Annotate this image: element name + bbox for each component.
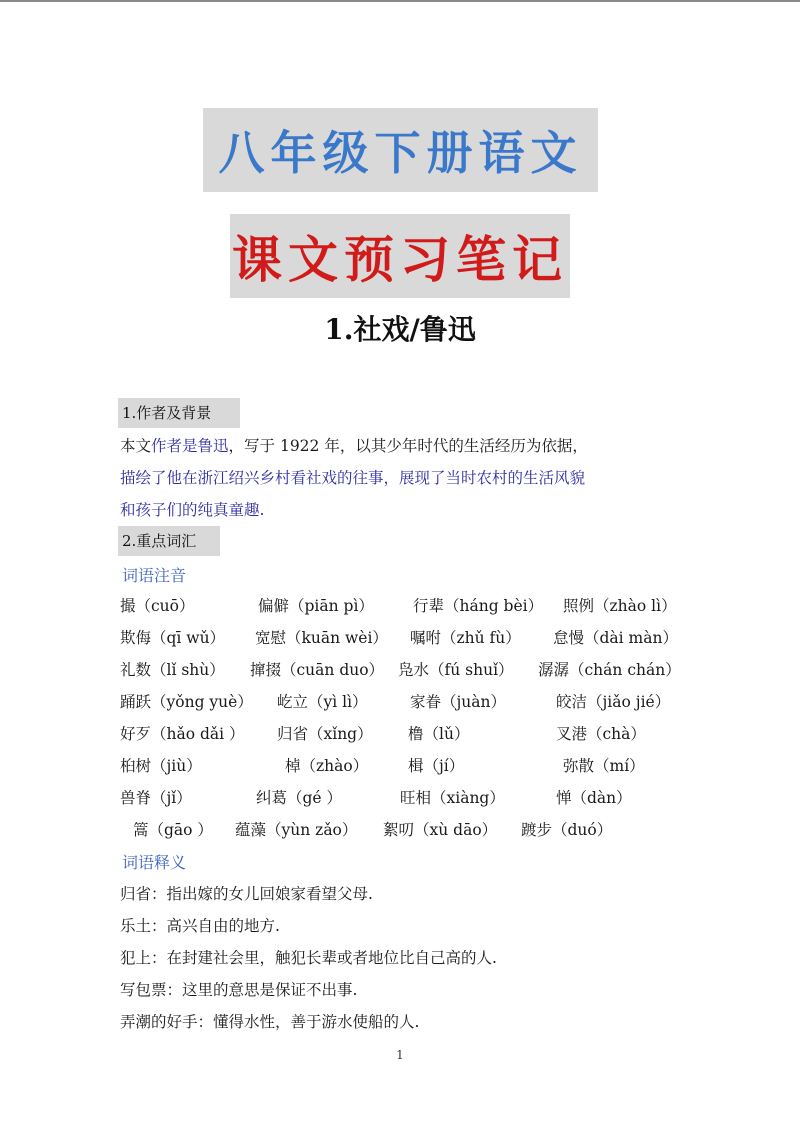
author-line-1 [120, 434, 588, 456]
definition-item: 乐土：高兴自由的地方. [120, 917, 280, 935]
vocab-item: 篙（gāo ） [133, 821, 213, 839]
section-heading-vocab: 2.重点词汇 [118, 526, 220, 556]
vocab-item: 屹立（yì lì） [277, 693, 368, 711]
vocab-item: 照例（zhào lì） [563, 597, 677, 615]
vocab-item: 礼数（lǐ shù） [120, 661, 225, 679]
vocab-item: 踱步（duó） [521, 821, 613, 839]
vocab-row [0, 594, 800, 618]
sub-title: 课文预习笔记 [230, 214, 570, 298]
vocab-item: 棹（zhào） [285, 757, 369, 775]
page-number: 1 [396, 1048, 404, 1062]
vocab-item: 凫水（fú shuǐ） [398, 661, 514, 679]
definition-item: 犯上：在封建社会里，触犯长辈或者地位比自己高的人. [120, 949, 497, 967]
definition-item: 写包票：这里的意思是保证不出事. [120, 981, 358, 999]
definition-item: 归省：指出嫁的女儿回娘家看望父母. [120, 885, 373, 903]
vocab-item: 归省（xǐng） [277, 725, 373, 743]
meaning-subheading: 词语释义 [122, 853, 187, 872]
vocab-item: 桕树（jiù） [120, 757, 202, 775]
vocab-item: 怠慢（dài màn） [553, 629, 678, 647]
vocab-item: 皎洁（jiǎo jié） [556, 693, 671, 711]
author-line-1-c: ，写于 1922 年，以其少年时代的生活经历为依据， [228, 437, 588, 455]
vocab-item: 潺潺（chán chán） [538, 661, 681, 679]
author-line-1-a: 本文 [120, 437, 152, 455]
author-line-2: 描绘了他在浙江绍兴乡村看社戏的往事，展现了当时农村的生活风貌 [120, 469, 586, 487]
vocab-row [0, 690, 800, 714]
author-name-highlight: 作者是鲁迅 [151, 437, 229, 455]
vocab-item: 欺侮（qī wǔ） [120, 629, 226, 647]
definition-item: 弄潮的好手：懂得水性，善于游水使船的人. [120, 1013, 420, 1031]
vocab-item: 嘱咐（zhǔ fù） [410, 629, 521, 647]
vocab-item: 楫（jí） [408, 757, 465, 775]
vocab-item: 家眷（juàn） [410, 693, 507, 711]
vocab-item: 叉港（chà） [556, 725, 646, 743]
vocab-item: 旺相（xiàng） [400, 789, 505, 807]
vocab-item: 蕴藻（yùn zǎo） [235, 821, 358, 839]
vocab-item: 撮（cuō） [120, 597, 195, 615]
vocab-row [0, 754, 800, 778]
vocab-item: 踊跃（yǒng yuè） [120, 693, 253, 711]
vocab-row [0, 786, 800, 810]
vocab-item: 絮叨（xù dāo） [383, 821, 498, 839]
section-heading-author: 1.作者及背景 [118, 398, 240, 428]
vocab-row [0, 626, 800, 650]
vocab-item: 弥散（mí） [563, 757, 645, 775]
top-rule [0, 0, 800, 2]
vocab-row [0, 722, 800, 746]
vocab-item: 惮（dàn） [556, 789, 632, 807]
vocab-item: 橹（lǔ） [408, 725, 470, 743]
lesson-title: 1.社戏/鲁迅 [324, 313, 476, 346]
pinyin-subheading: 词语注音 [122, 566, 187, 585]
author-line-3: 和孩子们的纯真童趣. [120, 501, 265, 519]
vocab-row [0, 658, 800, 682]
vocab-item: 纠葛（gé ） [256, 789, 343, 807]
vocab-item: 兽脊（jǐ） [120, 789, 192, 807]
main-title: 八年级下册语文 [203, 108, 598, 192]
vocab-item: 宽慰（kuān wèi） [255, 629, 388, 647]
vocab-row [0, 818, 800, 842]
vocab-item: 偏僻（piān pì） [258, 597, 374, 615]
vocab-item: 行辈（háng bèi） [413, 597, 544, 615]
vocab-item: 撺掇（cuān duo） [250, 661, 385, 679]
vocab-item: 好歹（hǎo dǎi ） [120, 725, 245, 743]
